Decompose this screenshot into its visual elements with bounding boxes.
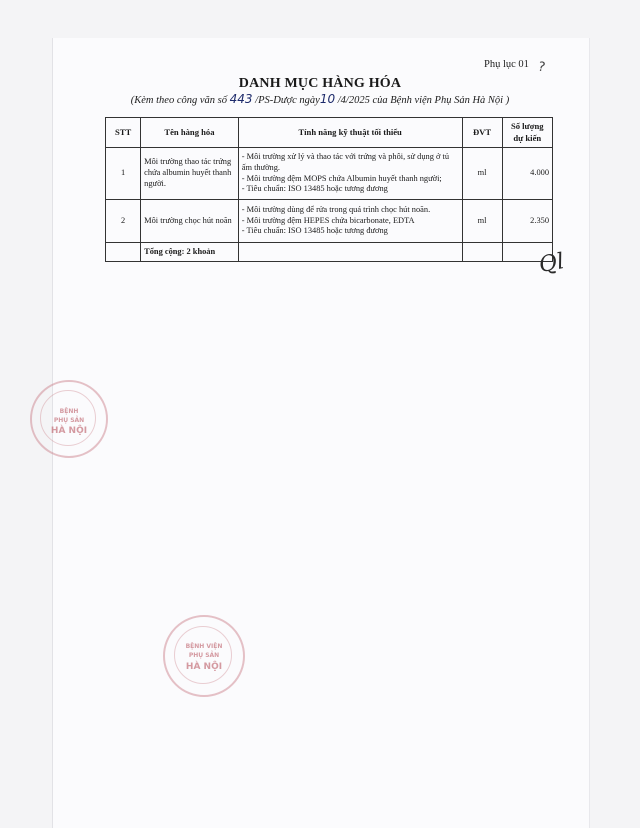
stamp-text: BỆNH (59, 408, 79, 415)
row-unit: ml (462, 200, 502, 243)
header-qty: Số lượng dự kiến (502, 118, 553, 148)
row-qty: 4.000 (502, 148, 553, 200)
subtitle-prefix: (Kèm theo công văn số (130, 95, 230, 106)
row-name: Môi trường thao tác trứng chứa albumin huyết thanh người. (141, 148, 239, 200)
handwritten-mark: ? (536, 59, 547, 76)
spec-line: - Môi trường đệm MOPS chứa Albumin huyết thanh người; (241, 173, 442, 183)
row-qty: 2.350 (502, 200, 553, 243)
subtitle-middle: /PS-Dược ngày (252, 95, 320, 106)
total-label: Tổng cộng: 2 khoản (141, 243, 239, 262)
stamp-text: BỆNH VIỆN (185, 643, 223, 650)
header-stt: STT (106, 118, 141, 148)
row-spec (238, 200, 462, 243)
stamp-text: HÀ NỘI (50, 426, 88, 436)
appendix-label: Phụ lục 01 (484, 59, 529, 70)
subtitle-suffix: /4/2025 của Bệnh viện Phụ Sản Hà Nội ) (335, 95, 510, 106)
row-stt: 2 (106, 200, 141, 243)
stamp-text: PHỤ SẢN (188, 652, 220, 659)
header-spec: Tính năng kỹ thuật tối thiểu (238, 118, 462, 148)
stamp-text: PHỤ SẢN (53, 417, 85, 424)
handwritten-doc-number: 443 (229, 92, 253, 106)
handwritten-day: 10 (319, 92, 336, 106)
stamp-text: HÀ NỘI (185, 662, 223, 672)
spec-line: - Môi trường đệm HEPES chứa bicarbonate, EDTA (241, 215, 415, 225)
total-stt-cell (106, 243, 141, 262)
header-unit: ĐVT (462, 118, 502, 148)
table-header-row (106, 118, 553, 148)
table-row (106, 200, 553, 243)
signature: Ql (537, 249, 567, 278)
document-subtitle (0, 92, 640, 106)
header-name: Tên hàng hóa (141, 118, 239, 148)
row-stt: 1 (106, 148, 141, 200)
total-row (106, 243, 553, 262)
row-spec (238, 148, 462, 200)
hospital-stamp-bottom (163, 615, 245, 697)
spec-line: - Môi trường xử lý và thao tác với trứng và phôi, sử dụng ở tủ ấm thường. (241, 151, 450, 172)
row-name: Môi trường chọc hút noãn (141, 200, 239, 243)
table-row (106, 148, 553, 200)
hospital-stamp-left (30, 380, 108, 458)
spec-line: - Môi trường dùng để rửa trong quá trình chọc hút noãn. (241, 204, 431, 214)
total-spec-cell (238, 243, 462, 262)
spec-line: - Tiêu chuẩn: ISO 13485 hoặc tương đương (241, 184, 388, 194)
goods-table (105, 117, 553, 262)
row-unit: ml (462, 148, 502, 200)
spec-line: - Tiêu chuẩn: ISO 13485 hoặc tương đương (241, 226, 388, 236)
document-title: DANH MỤC HÀNG HÓA (238, 76, 402, 91)
total-unit-cell (462, 243, 502, 262)
